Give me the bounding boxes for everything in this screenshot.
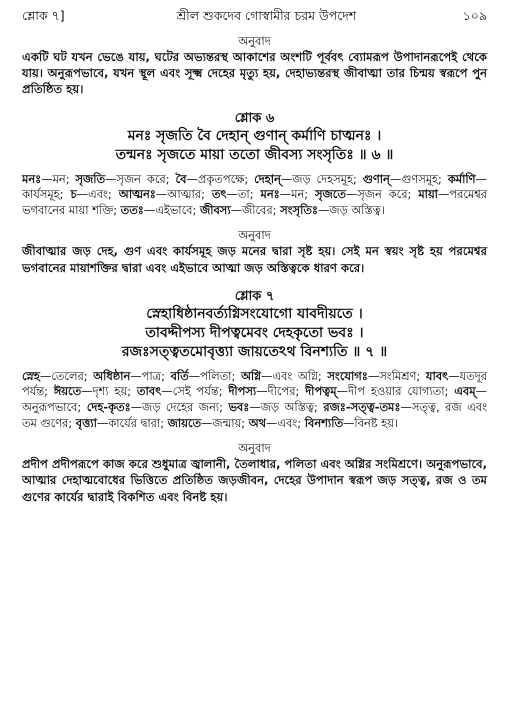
- synonym-meaning: প্রকৃতপক্ষে: [197, 171, 245, 186]
- synonym-word: দেহ-কৃতঃ: [86, 399, 131, 414]
- synonym-meaning: সৃজন করে: [357, 187, 408, 202]
- sloka-6-translation: জীবাত্মার জড় দেহ, গুণ এবং কার্যসমূহ জড় মনের দ্বারা সৃষ্ট হয়। সেই মন স্বয়ং সৃষ্ট হয় পরমেশ্বর ভগবানের মায়াশক্তির দ্বারা এবং এইভাবে আত্মা জড় অস্তিত্বকে ধারণ করে।: [22, 244, 487, 275]
- synonym-word: জায়তে: [167, 415, 202, 430]
- synonym-meaning: মন: [52, 171, 66, 186]
- page-number: ১০৯: [462, 8, 487, 23]
- synonym-meaning: বিনষ্ট হয়।: [354, 415, 399, 430]
- synonym-meaning: তা: [237, 187, 250, 202]
- synonym-word: আত্মনঃ: [118, 187, 156, 202]
- synonym-meaning: পলিতা: [200, 368, 232, 383]
- synonym-word: দীপত্বম্: [305, 384, 337, 399]
- synonym-meaning: কার্যসমূহ: [22, 187, 60, 202]
- synonym-word: ঈয়তে: [53, 384, 82, 399]
- synonym-meaning: জড় দেহের জন্য: [142, 399, 220, 414]
- synonym-word: সৃজতে: [315, 187, 346, 202]
- synonym-meaning: সংমিশ্রণ: [379, 368, 417, 383]
- synonym-word: এবম্: [454, 384, 476, 399]
- synonym-meaning: অনুরূপভাবে: [22, 399, 78, 414]
- synonym-meaning: এইভাবে: [155, 202, 193, 217]
- synonym-word: অথ: [248, 415, 266, 430]
- synonym-meaning: এবং: [277, 415, 298, 430]
- synonym-word: সংযোগঃ: [327, 368, 368, 383]
- sloka-6-translation-label: অনুবাদ: [238, 228, 271, 243]
- synonym-word: ততঃ: [120, 202, 144, 217]
- synonym-meaning: মন: [291, 187, 305, 202]
- header-verse-ref: শ্লোক ৭]: [22, 8, 65, 23]
- synonym-meaning: পাত্র: [141, 368, 162, 383]
- synonym-meaning: দৃশ্য হয়: [92, 384, 128, 399]
- synonym-word: স্নেহ: [22, 368, 40, 383]
- synonym-word: তৎ: [211, 187, 227, 202]
- synonym-word: ভবঃ: [228, 399, 250, 414]
- synonym-word: সংসৃতিঃ: [280, 202, 318, 217]
- synonym-meaning: পরমেশ্বর ভগবানের মায়া শক্তি: [22, 187, 488, 217]
- synonym-word: কর্মাণি: [447, 171, 476, 186]
- synonym-meaning: সৃজন করে: [116, 171, 166, 186]
- sloka-6-verse-line: তন্মনঃ সৃজতে মায়া ততো জীবস্য সংসৃতিঃ ॥ ৬ ॥: [115, 146, 394, 163]
- synonym-word: তাবৎ: [136, 384, 162, 399]
- page-header: [22, 8, 487, 26]
- synonym-word: যাবৎ: [425, 368, 449, 383]
- synonym-word: জীবস্য: [200, 202, 231, 217]
- synonym-meaning: জন্মায়: [212, 415, 242, 430]
- synonym-meaning: এবং: [88, 187, 108, 202]
- sloka-7-verse-line: স্নেহাধিষ্ঠানবর্ত্যগ্নিসংযোগো যাবদীয়তে ।: [146, 305, 363, 322]
- synonym-meaning: যতদূর পর্যন্ত: [22, 368, 487, 399]
- sloka-7-translation-label: অনুবাদ: [238, 441, 271, 456]
- sloka-7-translation: প্রদীপ প্রদীপরূপে কাজ করে শুধুমাত্র জ্বালানী, তৈলাধার, পলিতা এবং অগ্নির সংমিশ্রণে। অনুরূপভাবে, আত্মার দেহাত্মবোধের ভিত্তিতে প্রতিষ্ঠিত জড়জীবন, দেহের উপাদান স্বরূপ জড় সত্ত্ব, রজ ও তম গুণের কার্যের দ্বারাই বিকশিত এবং বিনষ্ট হয়।: [22, 457, 487, 504]
- synonym-meaning: জড় অস্তিত্ব: [260, 399, 314, 414]
- synonym-word: মনঃ: [22, 171, 42, 186]
- synonym-word: গুণান্: [362, 171, 390, 186]
- translation-prev: একটি ঘট যখন ভেঙে যায়, ঘটের অভ্যন্তরস্থ আকাশের অংশটি পূর্ববৎ ব্যোমরূপ উপাদানরূপেই থেকে যায়। অনুরূপভাবে, যখন স্থূল এবং সূক্ষ্ম দেহের মৃত্যু হয়, দেহাভ্যন্তরস্থ জীবাত্মা তার চিন্ময় স্বরূপে পুন প্রতিষ্ঠিত হয়।: [22, 50, 487, 97]
- sloka-6-synonyms: মনঃ—মন; সৃজতি—সৃজন করে; বৈ—প্রকৃতপক্ষে; দেহান্—জড় দেহসমূহ; গুণান্—গুণসমূহ; কর্মাণি—কার্যসমূহ; চ—এবং; আত্মনঃ—আত্মার; তৎ—তা; মনঃ—মন; সৃজতে—সৃজন করে; মায়া—পরমেশ্বর ভগবানের মায়া শক্তি; ততঃ—এইভাবে; জীবস্য—জীবের; সংসৃতিঃ—জড় অস্তিত্ব।: [22, 171, 488, 217]
- synonym-meaning: তেলের: [51, 368, 84, 383]
- synonym-meaning: দীপের: [267, 384, 296, 399]
- synonym-meaning: আত্মার: [167, 187, 202, 202]
- synonym-word: সৃজতি: [75, 171, 106, 186]
- sloka-6-title: শ্লোক ৬: [234, 110, 275, 126]
- synonym-meaning: সত্ত্ব, রজ এবং তম গুণের: [22, 399, 487, 430]
- synonym-word: রজঃ-সত্ত্ব-তমঃ: [323, 399, 401, 414]
- synonym-word: অগ্নি: [240, 368, 261, 383]
- synonym-word: বৈ: [175, 171, 187, 186]
- header-chapter-title: শ্রীল শুকদেব গোস্বামীর চরম উপদেশ: [176, 8, 357, 23]
- sloka-6-verse-line: মনঃ সৃজতি বৈ দেহান্ গুণান্ কর্মাণি চাত্মনঃ ।: [127, 127, 382, 144]
- synonym-meaning: জড় দেহসমূহ: [292, 171, 353, 186]
- synonym-word: মায়া: [418, 187, 438, 202]
- sloka-7-verse-line: রজঃসত্ত্বতমোবৃত্ত্যা জায়তেঽথ বিনশ্যতি ॥ ৭ ॥: [121, 343, 388, 360]
- synonym-meaning: দীপ হওয়ার যোগ্যতা: [348, 384, 445, 399]
- synonym-meaning: জীবের: [242, 202, 273, 217]
- synonym-word: দেহান্: [254, 171, 281, 186]
- sloka-7-synonyms: স্নেহ—তেলের; অধিষ্ঠান—পাত্র; বর্তি—পলিতা; অগ্নি—এবং অগ্নি; সংযোগঃ—সংমিশ্রণ; যাবৎ—যতদূর পর্যন্ত; ঈয়তে—দৃশ্য হয়; তাবৎ—সেই পর্যন্ত; দীপস্য—দীপের; দীপত্বম্—দীপ হওয়ার যোগ্যতা; এবম্—অনুরূপভাবে; দেহ-কৃতঃ—জড় দেহের জন্য; ভবঃ—জড় অস্তিত্ব; রজঃ-সত্ত্ব-তমঃ—সত্ত্ব, রজ এবং তম গুণের; বৃত্ত্যা—কার্যের দ্বারা; জায়তে—জন্মায়; অথ—এবং; বিনশ্যতি—বিনষ্ট হয়।: [22, 368, 487, 430]
- synonym-meaning: এবং অগ্নি: [272, 368, 318, 383]
- synonym-word: অধিষ্ঠান: [93, 368, 131, 383]
- synonym-meaning: সেই পর্যন্ত: [172, 384, 219, 399]
- sloka-7-verse-line: তাবদ্দীপস্য দীপত্বমেবং দেহকৃতো ভবঃ ।: [145, 324, 364, 341]
- synonym-meaning: গুণসমূহ: [401, 171, 439, 186]
- synonym-word: দীপস্য: [228, 384, 257, 399]
- synonym-meaning: জড় অস্তিত্ব।: [329, 202, 385, 217]
- synonym-word: বিনশ্যতি: [304, 415, 343, 430]
- synonym-word: বৃত্ত্যা: [75, 415, 97, 430]
- synonym-meaning: কার্যের দ্বারা: [108, 415, 161, 430]
- synonym-word: চ: [70, 187, 77, 202]
- translation-label-prev: অনুবাদ: [238, 34, 271, 48]
- synonym-word: বর্তি: [170, 368, 189, 383]
- synonym-word: মনঃ: [260, 187, 280, 202]
- sloka-7-title: শ্লোক ৭: [234, 288, 275, 304]
